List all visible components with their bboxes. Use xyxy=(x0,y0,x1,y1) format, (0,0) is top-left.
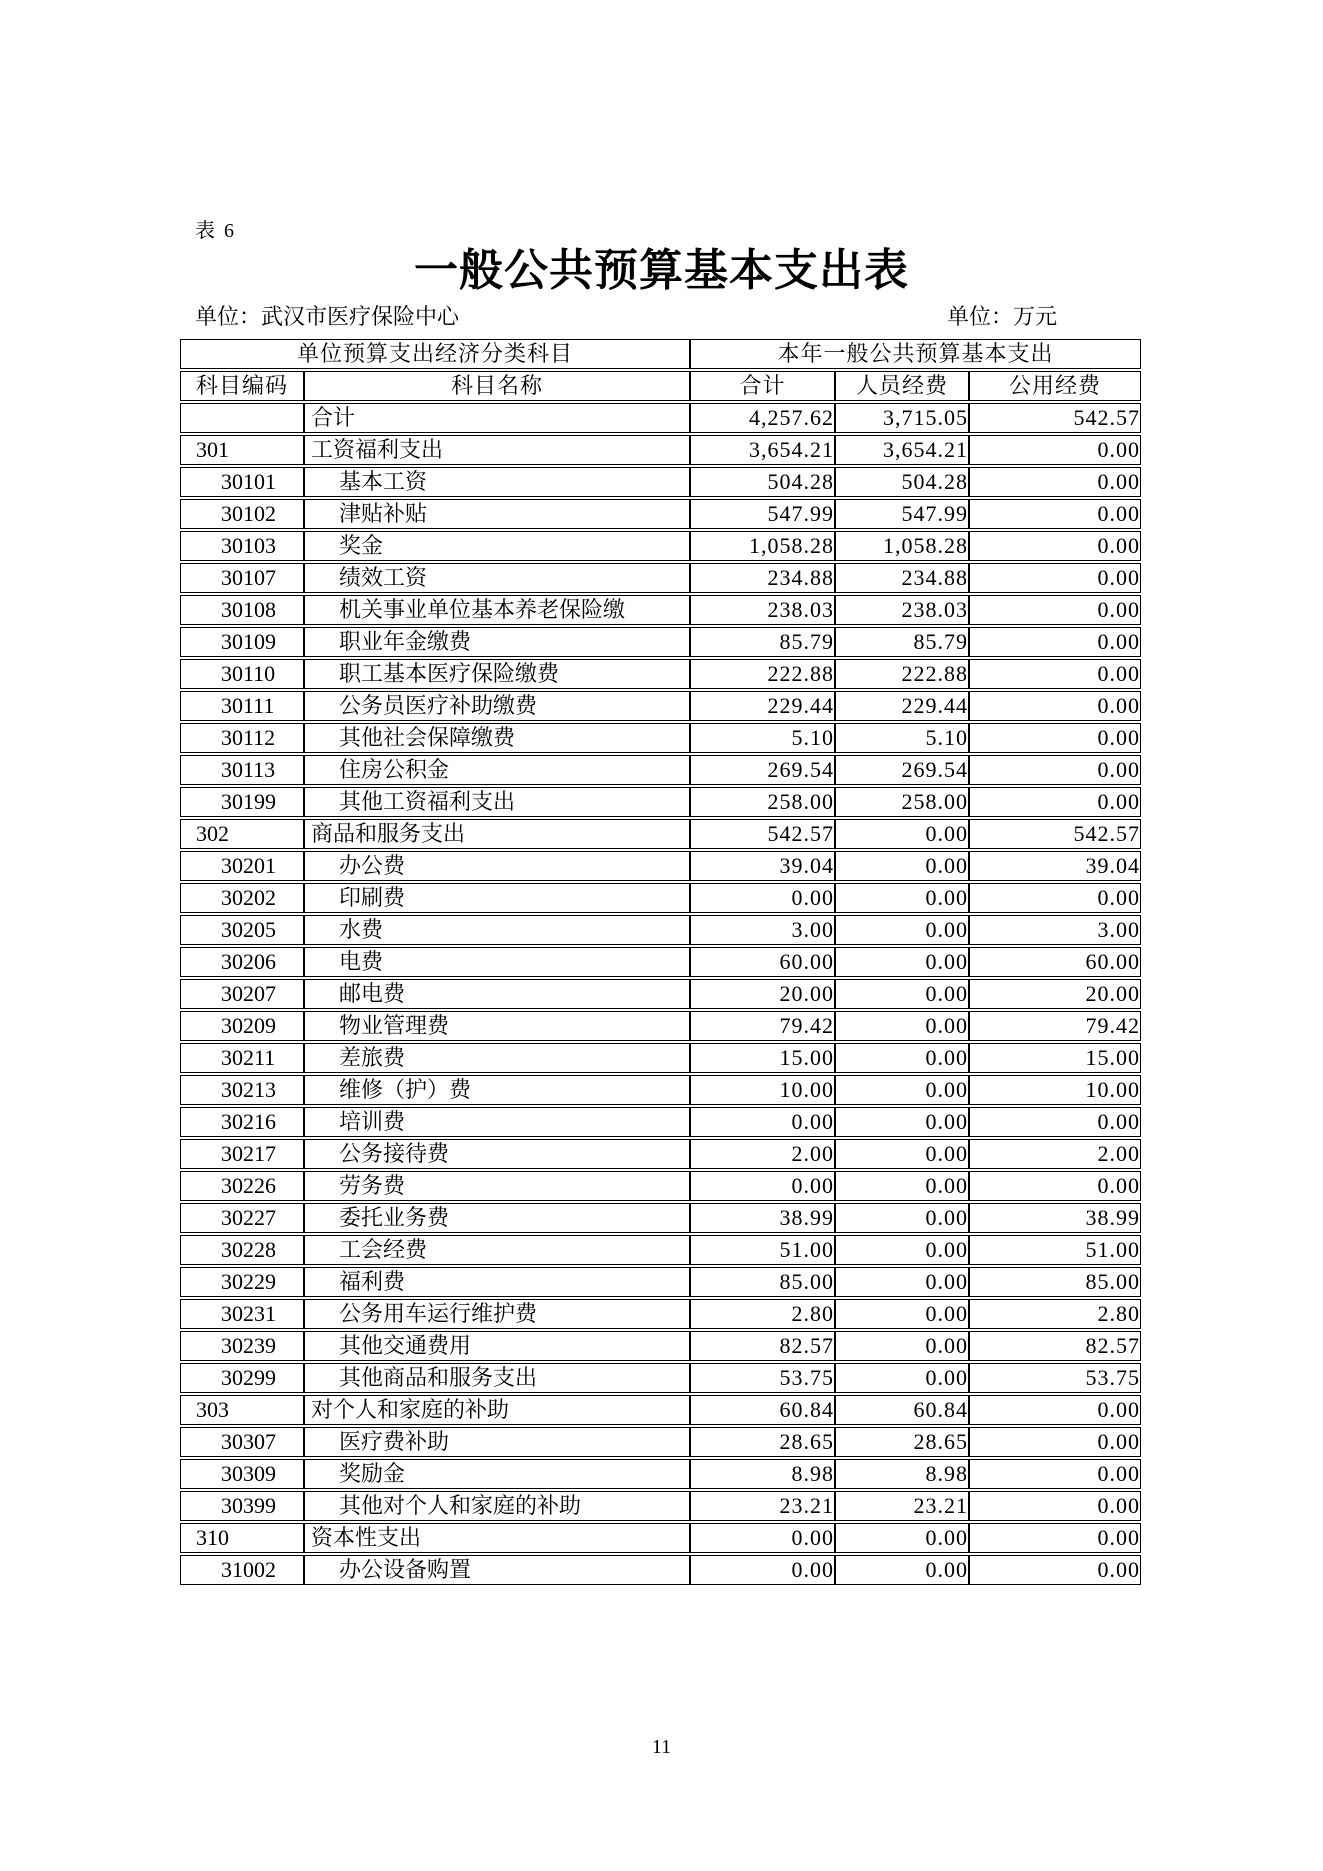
cell-total: 1,058.28 xyxy=(690,531,835,561)
cell-personnel-funds: 0.00 xyxy=(835,1139,969,1169)
cell-total: 0.00 xyxy=(690,1107,835,1137)
cell-personnel-funds: 3,715.05 xyxy=(835,403,969,433)
cell-total: 238.03 xyxy=(690,595,835,625)
cell-subject-name: 奖金 xyxy=(304,531,690,561)
cell-personnel-funds: 0.00 xyxy=(835,819,969,849)
cell-subject-code: 30209 xyxy=(180,1011,304,1041)
table-row xyxy=(180,435,1141,465)
cell-subject-name: 维修（护）费 xyxy=(304,1075,690,1105)
cell-subject-code: 30109 xyxy=(180,627,304,657)
cell-subject-name: 印刷费 xyxy=(304,883,690,913)
table-row xyxy=(180,1203,1141,1233)
cell-subject-name: 委托业务费 xyxy=(304,1203,690,1233)
table-row xyxy=(180,1299,1141,1329)
cell-subject-code: 30207 xyxy=(180,979,304,1009)
cell-personnel-funds: 3,654.21 xyxy=(835,435,969,465)
col-header-total: 合计 xyxy=(690,371,835,401)
cell-subject-name: 职业年金缴费 xyxy=(304,627,690,657)
cell-public-funds: 0.00 xyxy=(969,467,1141,497)
cell-personnel-funds: 0.00 xyxy=(835,1043,969,1073)
cell-total: 0.00 xyxy=(690,883,835,913)
cell-personnel-funds: 234.88 xyxy=(835,563,969,593)
cell-subject-name: 医疗费补助 xyxy=(304,1427,690,1457)
table-row xyxy=(180,851,1141,881)
cell-total: 234.88 xyxy=(690,563,835,593)
cell-total: 258.00 xyxy=(690,787,835,817)
cell-subject-name: 福利费 xyxy=(304,1267,690,1297)
cell-total: 222.88 xyxy=(690,659,835,689)
cell-personnel-funds: 0.00 xyxy=(835,1075,969,1105)
cell-personnel-funds: 1,058.28 xyxy=(835,531,969,561)
table-row xyxy=(180,499,1141,529)
cell-personnel-funds: 28.65 xyxy=(835,1427,969,1457)
table-row xyxy=(180,1427,1141,1457)
cell-public-funds: 0.00 xyxy=(969,691,1141,721)
cell-public-funds: 0.00 xyxy=(969,1459,1141,1489)
cell-total: 85.79 xyxy=(690,627,835,657)
cell-public-funds: 53.75 xyxy=(969,1363,1141,1393)
table-row xyxy=(180,883,1141,913)
cell-total: 79.42 xyxy=(690,1011,835,1041)
cell-subject-name: 商品和服务支出 xyxy=(304,819,690,849)
table-row xyxy=(180,627,1141,657)
cell-subject-code: 30199 xyxy=(180,787,304,817)
group-header-left: 单位预算支出经济分类科目 xyxy=(180,339,690,369)
cell-personnel-funds: 0.00 xyxy=(835,1523,969,1553)
cell-subject-code: 30201 xyxy=(180,851,304,881)
cell-subject-code: 30309 xyxy=(180,1459,304,1489)
cell-total: 4,257.62 xyxy=(690,403,835,433)
cell-subject-code: 31002 xyxy=(180,1555,304,1585)
cell-public-funds: 85.00 xyxy=(969,1267,1141,1297)
currency-unit: 单位：万元 xyxy=(946,304,1057,329)
table-row xyxy=(180,1491,1141,1521)
cell-total: 23.21 xyxy=(690,1491,835,1521)
cell-total: 38.99 xyxy=(690,1203,835,1233)
cell-subject-code: 30229 xyxy=(180,1267,304,1297)
cell-public-funds: 0.00 xyxy=(969,1171,1141,1201)
table-row xyxy=(180,403,1141,433)
table-row xyxy=(180,659,1141,689)
cell-subject-code: 30112 xyxy=(180,723,304,753)
cell-personnel-funds: 0.00 xyxy=(835,1555,969,1585)
cell-subject-code: 30231 xyxy=(180,1299,304,1329)
cell-personnel-funds: 238.03 xyxy=(835,595,969,625)
group-header-row xyxy=(180,339,1141,369)
cell-total: 269.54 xyxy=(690,755,835,785)
cell-personnel-funds: 504.28 xyxy=(835,467,969,497)
table-row xyxy=(180,1139,1141,1169)
cell-subject-code: 30111 xyxy=(180,691,304,721)
cell-subject-code: 310 xyxy=(180,1523,304,1553)
cell-personnel-funds: 0.00 xyxy=(835,1203,969,1233)
cell-subject-code: 30211 xyxy=(180,1043,304,1073)
cell-subject-code: 30206 xyxy=(180,947,304,977)
col-header-personnel: 人员经费 xyxy=(835,371,969,401)
cell-total: 20.00 xyxy=(690,979,835,1009)
cell-subject-name: 基本工资 xyxy=(304,467,690,497)
cell-subject-code: 30299 xyxy=(180,1363,304,1393)
cell-public-funds: 82.57 xyxy=(969,1331,1141,1361)
page-number: 11 xyxy=(651,1736,672,1758)
cell-personnel-funds: 60.84 xyxy=(835,1395,969,1425)
cell-subject-code: 30239 xyxy=(180,1331,304,1361)
cell-subject-name: 其他对个人和家庭的补助 xyxy=(304,1491,690,1521)
cell-subject-code: 30113 xyxy=(180,755,304,785)
cell-public-funds: 0.00 xyxy=(969,435,1141,465)
table-row xyxy=(180,531,1141,561)
cell-personnel-funds: 222.88 xyxy=(835,659,969,689)
cell-public-funds: 0.00 xyxy=(969,1555,1141,1585)
table-row xyxy=(180,819,1141,849)
cell-subject-name: 职工基本医疗保险缴费 xyxy=(304,659,690,689)
budget-table-wrap xyxy=(180,337,1141,1587)
cell-subject-code: 30217 xyxy=(180,1139,304,1169)
column-header-row xyxy=(180,371,1141,401)
table-row xyxy=(180,1395,1141,1425)
cell-public-funds: 0.00 xyxy=(969,595,1141,625)
cell-subject-name: 其他社会保障缴费 xyxy=(304,723,690,753)
cell-subject-code: 30216 xyxy=(180,1107,304,1137)
unit-line xyxy=(195,300,1141,328)
cell-public-funds: 0.00 xyxy=(969,1107,1141,1137)
cell-personnel-funds: 0.00 xyxy=(835,1299,969,1329)
table-row xyxy=(180,1459,1141,1489)
cell-public-funds: 38.99 xyxy=(969,1203,1141,1233)
table-row xyxy=(180,1075,1141,1105)
cell-subject-name: 办公费 xyxy=(304,851,690,881)
cell-total: 2.00 xyxy=(690,1139,835,1169)
table-row xyxy=(180,755,1141,785)
table-row xyxy=(180,723,1141,753)
cell-personnel-funds: 269.54 xyxy=(835,755,969,785)
table-row xyxy=(180,1011,1141,1041)
cell-public-funds: 0.00 xyxy=(969,531,1141,561)
cell-subject-code: 303 xyxy=(180,1395,304,1425)
cell-public-funds: 542.57 xyxy=(969,403,1141,433)
cell-subject-name: 住房公积金 xyxy=(304,755,690,785)
table-row xyxy=(180,1107,1141,1137)
cell-subject-name: 机关事业单位基本养老保险缴 xyxy=(304,595,690,625)
cell-subject-code: 30107 xyxy=(180,563,304,593)
table-row xyxy=(180,1363,1141,1393)
cell-subject-code: 30205 xyxy=(180,915,304,945)
cell-public-funds: 3.00 xyxy=(969,915,1141,945)
cell-total: 3,654.21 xyxy=(690,435,835,465)
cell-subject-code: 30110 xyxy=(180,659,304,689)
col-header-public: 公用经费 xyxy=(969,371,1141,401)
cell-total: 85.00 xyxy=(690,1267,835,1297)
cell-subject-name: 工会经费 xyxy=(304,1235,690,1265)
cell-subject-code xyxy=(180,403,304,433)
cell-personnel-funds: 5.10 xyxy=(835,723,969,753)
cell-personnel-funds: 0.00 xyxy=(835,1011,969,1041)
cell-subject-code: 30202 xyxy=(180,883,304,913)
table-row xyxy=(180,1331,1141,1361)
table-row xyxy=(180,563,1141,593)
cell-subject-name: 其他工资福利支出 xyxy=(304,787,690,817)
cell-subject-name: 差旅费 xyxy=(304,1043,690,1073)
cell-public-funds: 20.00 xyxy=(969,979,1141,1009)
cell-subject-code: 30108 xyxy=(180,595,304,625)
cell-subject-name: 绩效工资 xyxy=(304,563,690,593)
table-row xyxy=(180,691,1141,721)
cell-personnel-funds: 0.00 xyxy=(835,947,969,977)
cell-total: 0.00 xyxy=(690,1555,835,1585)
cell-personnel-funds: 8.98 xyxy=(835,1459,969,1489)
cell-personnel-funds: 85.79 xyxy=(835,627,969,657)
cell-public-funds: 0.00 xyxy=(969,627,1141,657)
cell-public-funds: 2.80 xyxy=(969,1299,1141,1329)
cell-public-funds: 0.00 xyxy=(969,499,1141,529)
cell-public-funds: 0.00 xyxy=(969,787,1141,817)
cell-personnel-funds: 0.00 xyxy=(835,1363,969,1393)
cell-personnel-funds: 0.00 xyxy=(835,1107,969,1137)
cell-subject-name: 劳务费 xyxy=(304,1171,690,1201)
table-row xyxy=(180,467,1141,497)
cell-total: 39.04 xyxy=(690,851,835,881)
cell-subject-code: 30227 xyxy=(180,1203,304,1233)
cell-subject-code: 302 xyxy=(180,819,304,849)
cell-public-funds: 0.00 xyxy=(969,723,1141,753)
cell-public-funds: 79.42 xyxy=(969,1011,1141,1041)
cell-personnel-funds: 0.00 xyxy=(835,979,969,1009)
cell-subject-name: 水费 xyxy=(304,915,690,945)
cell-subject-name: 合计 xyxy=(304,403,690,433)
cell-public-funds: 51.00 xyxy=(969,1235,1141,1265)
cell-subject-name: 电费 xyxy=(304,947,690,977)
cell-subject-code: 30228 xyxy=(180,1235,304,1265)
cell-subject-code: 30226 xyxy=(180,1171,304,1201)
cell-public-funds: 10.00 xyxy=(969,1075,1141,1105)
cell-subject-code: 30103 xyxy=(180,531,304,561)
cell-subject-name: 其他交通费用 xyxy=(304,1331,690,1361)
cell-total: 3.00 xyxy=(690,915,835,945)
cell-subject-name: 津贴补贴 xyxy=(304,499,690,529)
cell-total: 28.65 xyxy=(690,1427,835,1457)
cell-subject-name: 奖励金 xyxy=(304,1459,690,1489)
table-label: 表 6 xyxy=(195,220,236,242)
cell-total: 60.00 xyxy=(690,947,835,977)
cell-subject-code: 30307 xyxy=(180,1427,304,1457)
cell-personnel-funds: 0.00 xyxy=(835,1267,969,1297)
cell-subject-code: 30101 xyxy=(180,467,304,497)
cell-subject-name: 物业管理费 xyxy=(304,1011,690,1041)
page-title: 一般公共预算基本支出表 xyxy=(414,246,909,295)
cell-public-funds: 15.00 xyxy=(969,1043,1141,1073)
cell-total: 542.57 xyxy=(690,819,835,849)
cell-personnel-funds: 23.21 xyxy=(835,1491,969,1521)
cell-total: 60.84 xyxy=(690,1395,835,1425)
cell-subject-name: 工资福利支出 xyxy=(304,435,690,465)
cell-total: 0.00 xyxy=(690,1523,835,1553)
cell-total: 8.98 xyxy=(690,1459,835,1489)
cell-subject-name: 资本性支出 xyxy=(304,1523,690,1553)
cell-public-funds: 0.00 xyxy=(969,563,1141,593)
cell-personnel-funds: 229.44 xyxy=(835,691,969,721)
cell-subject-name: 公务接待费 xyxy=(304,1139,690,1169)
cell-personnel-funds: 0.00 xyxy=(835,1331,969,1361)
cell-subject-name: 办公设备购置 xyxy=(304,1555,690,1585)
cell-public-funds: 0.00 xyxy=(969,659,1141,689)
col-header-code: 科目编码 xyxy=(180,371,304,401)
group-header-right: 本年一般公共预算基本支出 xyxy=(690,339,1141,369)
cell-total: 504.28 xyxy=(690,467,835,497)
cell-subject-code: 30213 xyxy=(180,1075,304,1105)
table-row xyxy=(180,947,1141,977)
cell-public-funds: 542.57 xyxy=(969,819,1141,849)
cell-total: 547.99 xyxy=(690,499,835,529)
cell-total: 51.00 xyxy=(690,1235,835,1265)
cell-total: 53.75 xyxy=(690,1363,835,1393)
table-row xyxy=(180,1267,1141,1297)
budget-table xyxy=(180,337,1141,1587)
cell-personnel-funds: 0.00 xyxy=(835,851,969,881)
cell-total: 229.44 xyxy=(690,691,835,721)
cell-personnel-funds: 0.00 xyxy=(835,883,969,913)
table-row xyxy=(180,1043,1141,1073)
table-row xyxy=(180,595,1141,625)
cell-subject-name: 邮电费 xyxy=(304,979,690,1009)
cell-public-funds: 0.00 xyxy=(969,1427,1141,1457)
cell-public-funds: 39.04 xyxy=(969,851,1141,881)
cell-total: 2.80 xyxy=(690,1299,835,1329)
cell-subject-code: 301 xyxy=(180,435,304,465)
cell-total: 0.00 xyxy=(690,1171,835,1201)
table-row xyxy=(180,1235,1141,1265)
cell-total: 5.10 xyxy=(690,723,835,753)
table-row xyxy=(180,915,1141,945)
cell-total: 15.00 xyxy=(690,1043,835,1073)
cell-subject-name: 培训费 xyxy=(304,1107,690,1137)
cell-public-funds: 0.00 xyxy=(969,755,1141,785)
cell-total: 10.00 xyxy=(690,1075,835,1105)
cell-public-funds: 0.00 xyxy=(969,1523,1141,1553)
cell-public-funds: 0.00 xyxy=(969,1395,1141,1425)
cell-subject-name: 对个人和家庭的补助 xyxy=(304,1395,690,1425)
cell-personnel-funds: 0.00 xyxy=(835,1171,969,1201)
cell-personnel-funds: 547.99 xyxy=(835,499,969,529)
cell-public-funds: 0.00 xyxy=(969,883,1141,913)
table-row xyxy=(180,1523,1141,1553)
cell-subject-name: 其他商品和服务支出 xyxy=(304,1363,690,1393)
cell-subject-name: 公务用车运行维护费 xyxy=(304,1299,690,1329)
cell-total: 82.57 xyxy=(690,1331,835,1361)
cell-subject-name: 公务员医疗补助缴费 xyxy=(304,691,690,721)
cell-personnel-funds: 0.00 xyxy=(835,1235,969,1265)
cell-subject-code: 30102 xyxy=(180,499,304,529)
table-row xyxy=(180,787,1141,817)
cell-personnel-funds: 258.00 xyxy=(835,787,969,817)
reporting-unit: 单位：武汉市医疗保险中心 xyxy=(195,304,460,329)
table-row xyxy=(180,1555,1141,1585)
cell-public-funds: 60.00 xyxy=(969,947,1141,977)
col-header-name: 科目名称 xyxy=(304,371,690,401)
table-body xyxy=(180,403,1141,1585)
table-row xyxy=(180,979,1141,1009)
table-row xyxy=(180,1171,1141,1201)
cell-public-funds: 2.00 xyxy=(969,1139,1141,1169)
cell-subject-code: 30399 xyxy=(180,1491,304,1521)
cell-public-funds: 0.00 xyxy=(969,1491,1141,1521)
cell-personnel-funds: 0.00 xyxy=(835,915,969,945)
